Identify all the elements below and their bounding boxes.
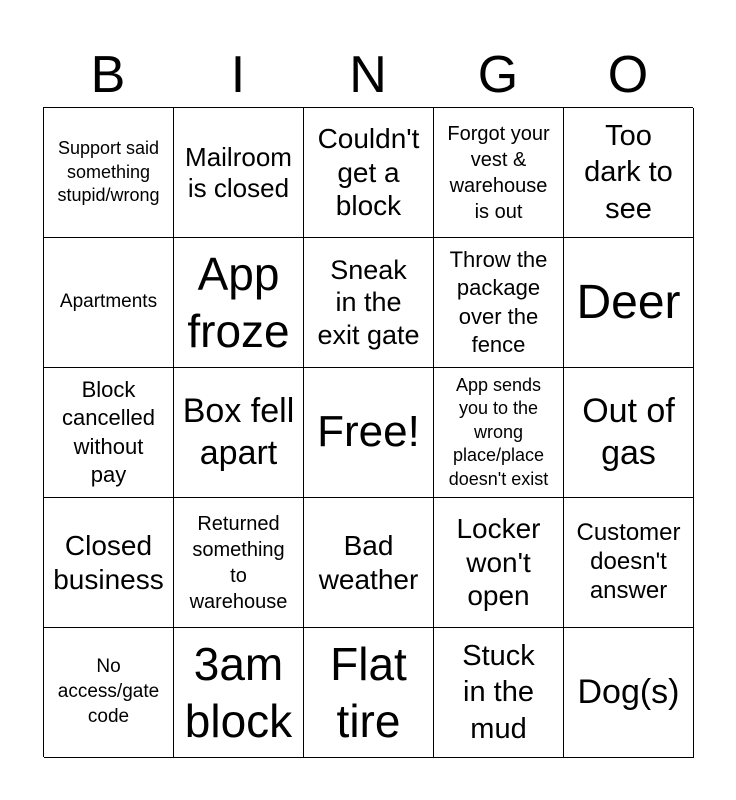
bingo-cell-r4c5[interactable]	[564, 498, 694, 628]
cell-text: Couldn't get a block	[317, 123, 420, 222]
bingo-cell-r2c1[interactable]	[44, 238, 174, 368]
cell-text: Apartments	[59, 291, 158, 313]
bingo-cell-r4c4[interactable]	[434, 498, 564, 628]
bingo-cell-r5c4[interactable]	[434, 628, 564, 758]
cell-text: App froze	[187, 248, 290, 357]
cell-text: Too dark to see	[584, 120, 673, 225]
cell-text: Box fell apart	[182, 392, 295, 472]
cell-text: Bad weather	[318, 529, 419, 595]
cell-text: Sneak in the exit gate	[317, 254, 420, 350]
cell-text: Mailroom is closed	[185, 141, 292, 203]
cell-text: Support said something stupid/wrong	[57, 138, 160, 206]
cell-text: Customer doesn't answer	[576, 519, 681, 604]
bingo-cell-r5c3[interactable]	[304, 628, 434, 758]
cell-text: No access/gate code	[57, 656, 160, 727]
bingo-cell-r1c5[interactable]	[564, 108, 694, 238]
cell-text: Locker won't open	[456, 513, 541, 612]
cell-text: Out of gas	[582, 392, 675, 472]
bingo-cell-r2c2[interactable]	[174, 238, 304, 368]
cell-text: Flat tire	[330, 638, 407, 747]
bingo-cell-r5c5[interactable]	[564, 628, 694, 758]
bingo-cell-r2c3[interactable]	[304, 238, 434, 368]
bingo-cell-r1c4[interactable]	[434, 108, 564, 238]
bingo-cell-r4c2[interactable]	[174, 498, 304, 628]
bingo-header	[43, 42, 693, 108]
cell-text: Throw the package over the fence	[449, 247, 548, 357]
header-letter-n: N	[349, 46, 387, 104]
cell-text: Returned something to warehouse	[189, 512, 288, 613]
bingo-cell-r2c5[interactable]	[564, 238, 694, 368]
bingo-cell-r1c2[interactable]	[174, 108, 304, 238]
header-letter-o: O	[607, 46, 649, 104]
cell-text: App sends you to the wrong place/place doesn't exist	[448, 375, 549, 489]
bingo-cell-r4c3[interactable]	[304, 498, 434, 628]
bingo-cell-r5c1[interactable]	[44, 628, 174, 758]
bingo-cell-r3c5[interactable]	[564, 368, 694, 498]
cell-text: Deer	[576, 275, 681, 329]
cell-text: Free!	[317, 407, 420, 457]
header-letter-i: I	[230, 46, 246, 104]
bingo-cell-r1c3[interactable]	[304, 108, 434, 238]
bingo-cell-r1c1[interactable]	[44, 108, 174, 238]
bingo-board	[43, 107, 693, 757]
bingo-cell-r3c4[interactable]	[434, 368, 564, 498]
bingo-cell-r2c4[interactable]	[434, 238, 564, 368]
bingo-cell-r3c2[interactable]	[174, 368, 304, 498]
bingo-cell-r3c3[interactable]	[304, 368, 434, 498]
header-letter-b: B	[90, 46, 126, 104]
bingo-cell-r4c1[interactable]	[44, 498, 174, 628]
cell-text: 3am block	[184, 638, 293, 747]
cell-text: Stuck in the mud	[462, 640, 535, 745]
cell-text: Forgot your vest & warehouse is out	[447, 122, 550, 223]
header-letter-g: G	[477, 46, 519, 104]
cell-text: Block cancelled without pay	[62, 377, 155, 487]
cell-text: Dog(s)	[577, 672, 680, 711]
cell-text: Closed business	[53, 529, 164, 595]
bingo-cell-r5c2[interactable]	[174, 628, 304, 758]
bingo-cell-r3c1[interactable]	[44, 368, 174, 498]
